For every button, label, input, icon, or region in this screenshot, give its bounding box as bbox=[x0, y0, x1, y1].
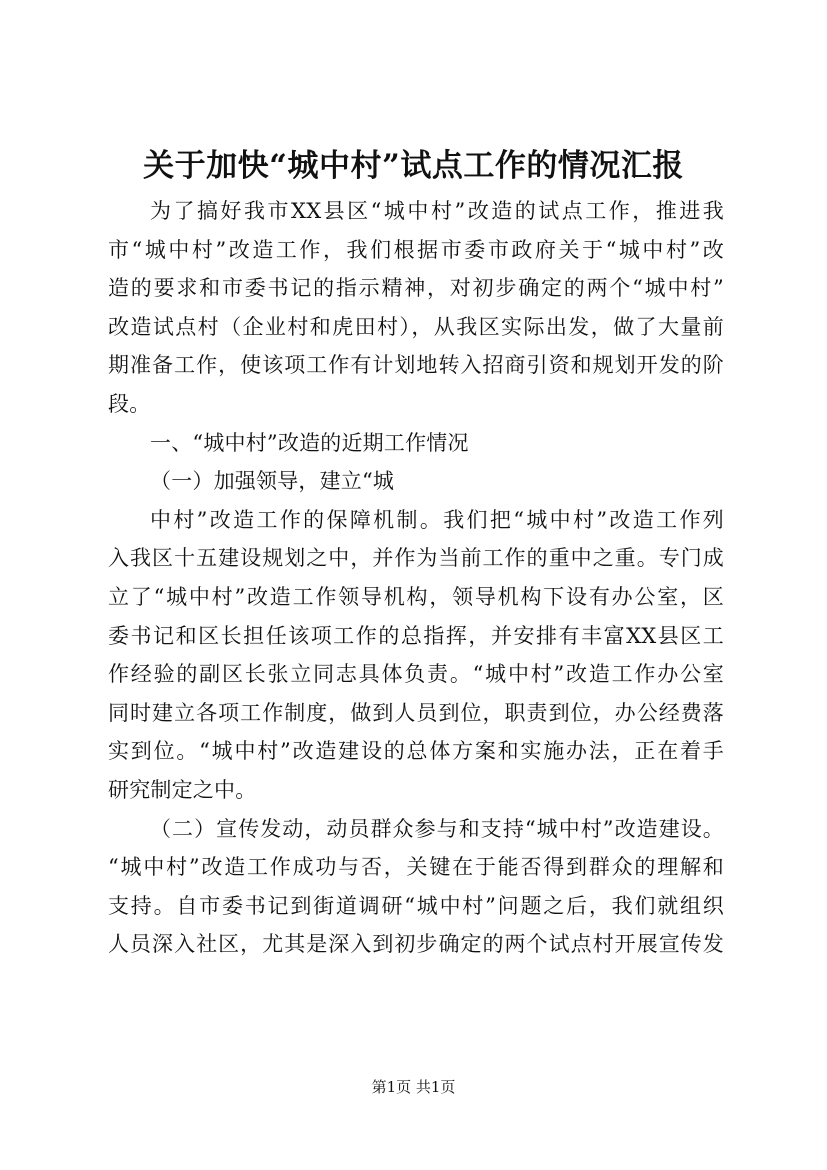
paragraph-line: 立了“城中村”改造工作领导机构，领导机构下设有办公室，区 bbox=[108, 584, 724, 609]
paragraph-line: 段。 bbox=[108, 391, 151, 416]
paragraph-line: 改造试点村（企业村和虎田村），从我区实际出发，做了大量前 bbox=[108, 314, 724, 339]
paragraph-line: “城中村”改造工作成功与否，关键在于能否得到群众的理解和 bbox=[108, 855, 724, 880]
paragraph-line: 同时建立各项工作制度，做到人员到位，职责到位，办公经费落 bbox=[108, 700, 724, 725]
paragraph-line: 作经验的副区长张立同志具体负责。“城中村”改造工作办公室 bbox=[108, 662, 724, 687]
subsection-heading: （二）宣传发动，动员群众参与和支持“城中村”改造建设。 bbox=[150, 816, 724, 841]
page-number: 第1页 共1页 bbox=[371, 1078, 456, 1096]
paragraph-line: 人员深入社区，尤其是深入到初步确定的两个试点村开展宣传发 bbox=[108, 932, 724, 957]
document-title: 关于加快“城中村”试点工作的情况汇报 bbox=[143, 148, 684, 184]
paragraph-line: 研究制定之中。 bbox=[108, 777, 257, 802]
subsection-heading: （一）加强领导，建立“城 bbox=[150, 469, 395, 494]
section-heading: 一、“城中村”改造的近期工作情况 bbox=[150, 430, 469, 455]
paragraph-line: 支持。自市委书记到街道调研“城中村”问题之后，我们就组织 bbox=[108, 893, 724, 918]
document-body bbox=[108, 192, 724, 964]
paragraph-line: 市“城中村”改造工作，我们根据市委市政府关于“城中村”改 bbox=[108, 237, 724, 262]
paragraph-line: 期准备工作，使该项工作有计划地转入招商引资和规划开发的阶 bbox=[108, 353, 724, 378]
paragraph-line: 为了搞好我市XX县区“城中村”改造的试点工作，推进我 bbox=[150, 199, 724, 223]
paragraph-line: 中村”改造工作的保障机制。我们把“城中村”改造工作列 bbox=[150, 507, 724, 532]
paragraph-line: 造的要求和市委书记的指示精神，对初步确定的两个“城中村” bbox=[108, 276, 724, 301]
paragraph-line: 实到位。“城中村”改造建设的总体方案和实施办法，正在着手 bbox=[108, 739, 724, 764]
paragraph-line: 入我区十五建设规划之中，并作为当前工作的重中之重。专门成 bbox=[108, 546, 724, 571]
paragraph-line: 委书记和区长担任该项工作的总指挥，并安排有丰富XX县区工 bbox=[108, 623, 724, 648]
